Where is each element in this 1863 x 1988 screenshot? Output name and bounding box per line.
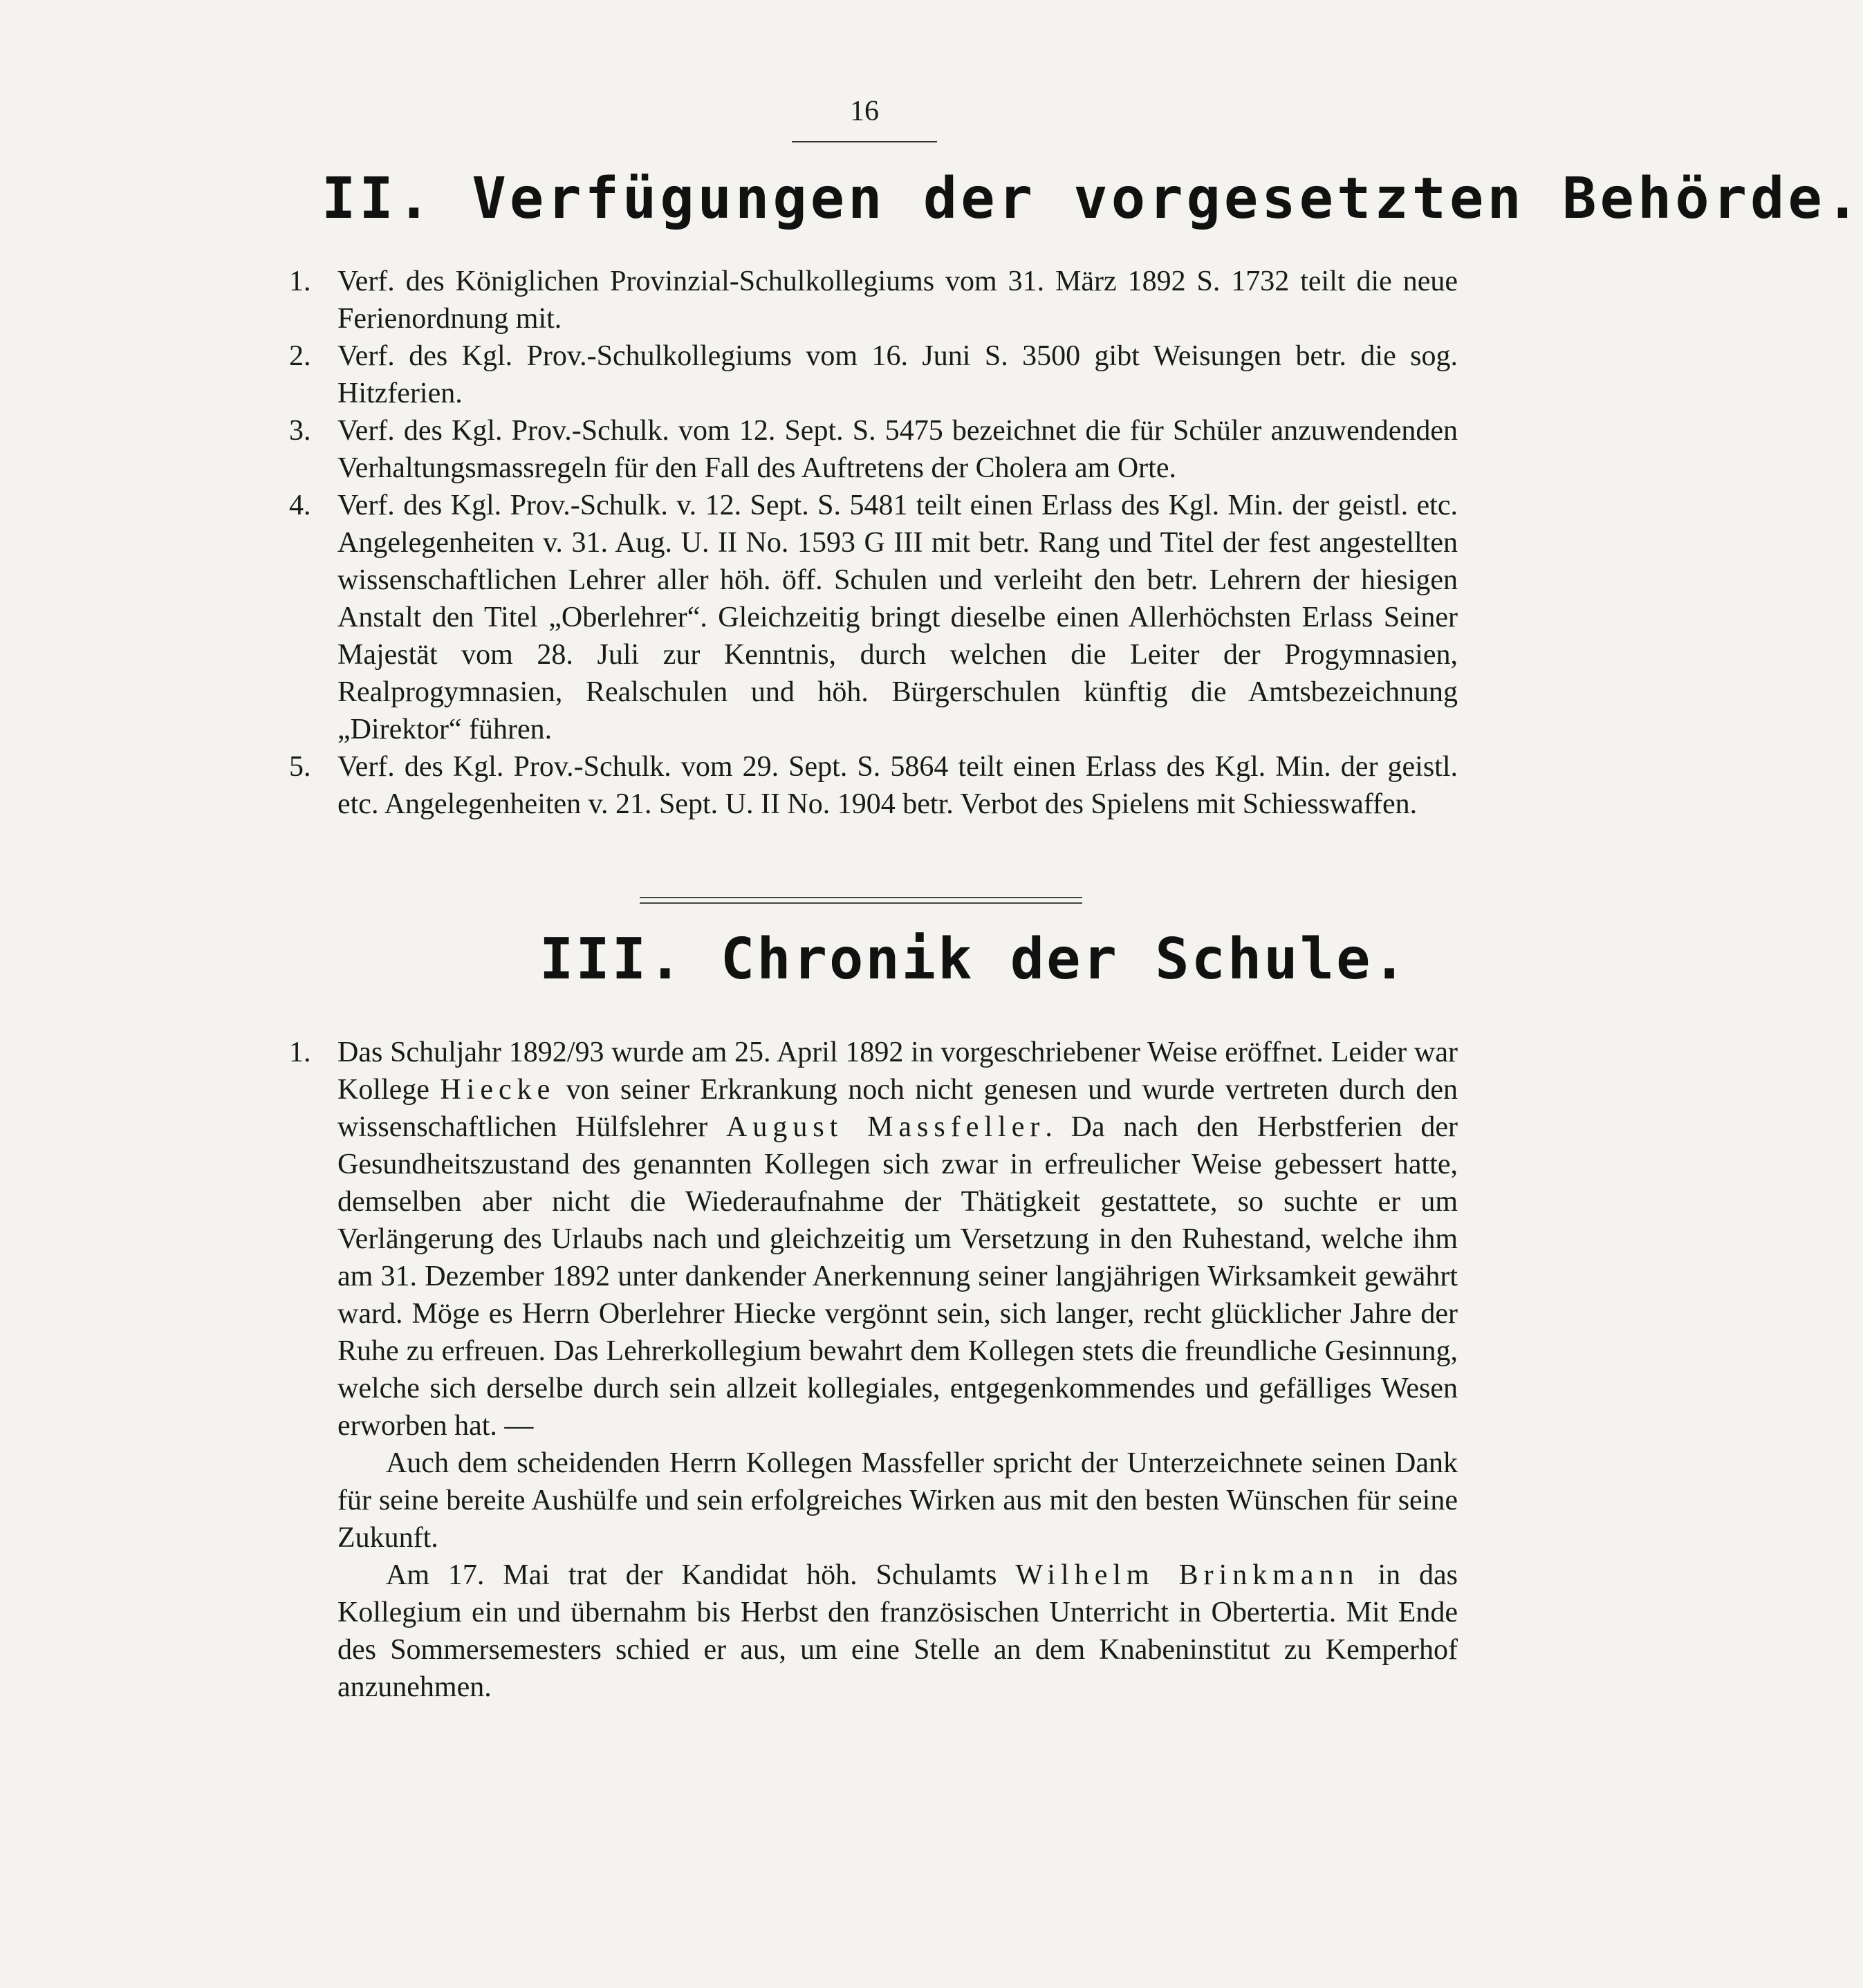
list-item [289, 1034, 1458, 1706]
chronicle-paragraph-3 [337, 1557, 1458, 1706]
person-name-brinkmann: Wilhelm Brinkmann [1015, 1559, 1360, 1591]
paragraph-text: Das Schuljahr 1892/93 wurde am 25. April 1892 in vorgeschriebener Weise eröffnet. Leider war Kollege [337, 1037, 1458, 1106]
item-text: Verf. des Kgl. Prov.-Schulk. vom 29. Sept. S. 5864 teilt einen Erlass des Kgl. Min. der geistl. etc. Angelegenheiten v. 21. Sept. U. II No. 1904 betr. Verbot des Spielens mit Schiesswaffen. [337, 751, 1458, 820]
section-iii-list [289, 1034, 1458, 1706]
list-item [289, 748, 1458, 823]
item-number: 2. [289, 340, 311, 372]
paragraph-text: Am 17. Mai trat der Kandidat höh. Schulamts [386, 1559, 1016, 1591]
section-ii-list [289, 263, 1458, 823]
section-ii-heading: II. Verfügungen der vorgesetzten Behörde. [322, 166, 1863, 232]
item-text: Verf. des Kgl. Prov.-Schulk. v. 12. Sept. S. 5481 teilt einen Erlass des Kgl. Min. der geistl. etc. Angelegenheiten v. 31. Aug. U. II No. 1593 G III mit betr. Rang und Titel der fest angestellten wissenschaftlichen Lehrer aller höh. öff. Schulen und verleiht den betr. Lehrern der hiesigen Anstalt den Titel „Oberlehrer“. Gleichzeitig bringt dieselbe einen Allerhöchsten Erlass Seiner Majestät vom 28. Juli zur Kenntnis, durch welchen die Leiter der Progymnasien, Realprogymnasien, Realschulen und höh. Bürgerschulen künftig die Amtsbezeichnung „Direktor“ führen. [337, 490, 1458, 745]
item-number: 1. [289, 1037, 311, 1068]
paragraph-text: von seiner Erkrankung noch nicht genesen und wurde vertreten durch den wissenschaftlichen Hülfslehrer [337, 1074, 1458, 1143]
list-item [289, 487, 1458, 748]
item-text: Verf. des Kgl. Prov.-Schulk. vom 12. Sept. S. 5475 bezeichnet die für Schüler anzuwendenden Verhaltungsmassregeln für den Fall des Auftretens der Cholera am Orte. [337, 415, 1458, 484]
person-name-hiecke: Hiecke [440, 1074, 556, 1106]
section-iii-heading: III. Chronik der Schule. [539, 927, 1409, 992]
list-item [289, 412, 1458, 487]
list-item [289, 337, 1458, 412]
item-text: Verf. des Kgl. Prov.-Schulkollegiums vom 16. Juni S. 3500 gibt Weisungen betr. die sog. Hitzferien. [337, 340, 1458, 409]
paragraph-text: in das Kollegium ein und übernahm bis Herbst den französischen Unterricht in Obertertia. Mit Ende des Sommersemesters schied er aus, um eine Stelle an dem Knabeninstitut zu Kemperhof anzunehmen. [337, 1559, 1458, 1703]
person-name-massfeller: August Massfeller [725, 1111, 1046, 1143]
item-number: 3. [289, 415, 311, 447]
chronicle-paragraph-1 [337, 1034, 1458, 1444]
section-divider [640, 897, 1082, 904]
item-number: 1. [289, 266, 311, 297]
item-number: 5. [289, 751, 311, 783]
item-number: 4. [289, 490, 311, 521]
list-item [289, 263, 1458, 337]
page-number-rule [792, 141, 937, 142]
page-number: 16 [850, 95, 879, 127]
chronicle-paragraph-2: Auch dem scheidenden Herrn Kollegen Massfeller spricht der Unterzeichnete seinen Dank für seine bereite Aushülfe und sein erfolgreiches Wirken aus mit den besten Wünschen für seine Zukunft. [337, 1447, 1458, 1554]
item-text: Verf. des Königlichen Provinzial-Schulkollegiums vom 31. März 1892 S. 1732 teilt die neue Ferienordnung mit. [337, 266, 1458, 335]
paragraph-text: . Da nach den Herbstferien der Gesundheitszustand des genannten Kollegen sich zwar in erfreulicher Weise gebessert hatte, demselben aber nicht die Wiederaufnahme der Thätigkeit gestattete, so suchte er um Verlängerung des Urlaubs nach und gleichzeitig um Versetzung in den Ruhestand, welche ihm am 31. Dezember 1892 unter dankender Anerkennung seiner langjährigen Wirksamkeit gewährt ward. Möge es Herrn Oberlehrer Hiecke vergönnt sein, sich langer, recht glücklicher Jahre der Ruhe zu erfreuen. Das Lehrerkollegium bewahrt dem Kollegen stets die freundliche Gesinnung, welche sich derselbe durch sein allzeit kollegiales, entgegenkommendes und gefälliges Wesen erworben hat. — [337, 1111, 1458, 1442]
